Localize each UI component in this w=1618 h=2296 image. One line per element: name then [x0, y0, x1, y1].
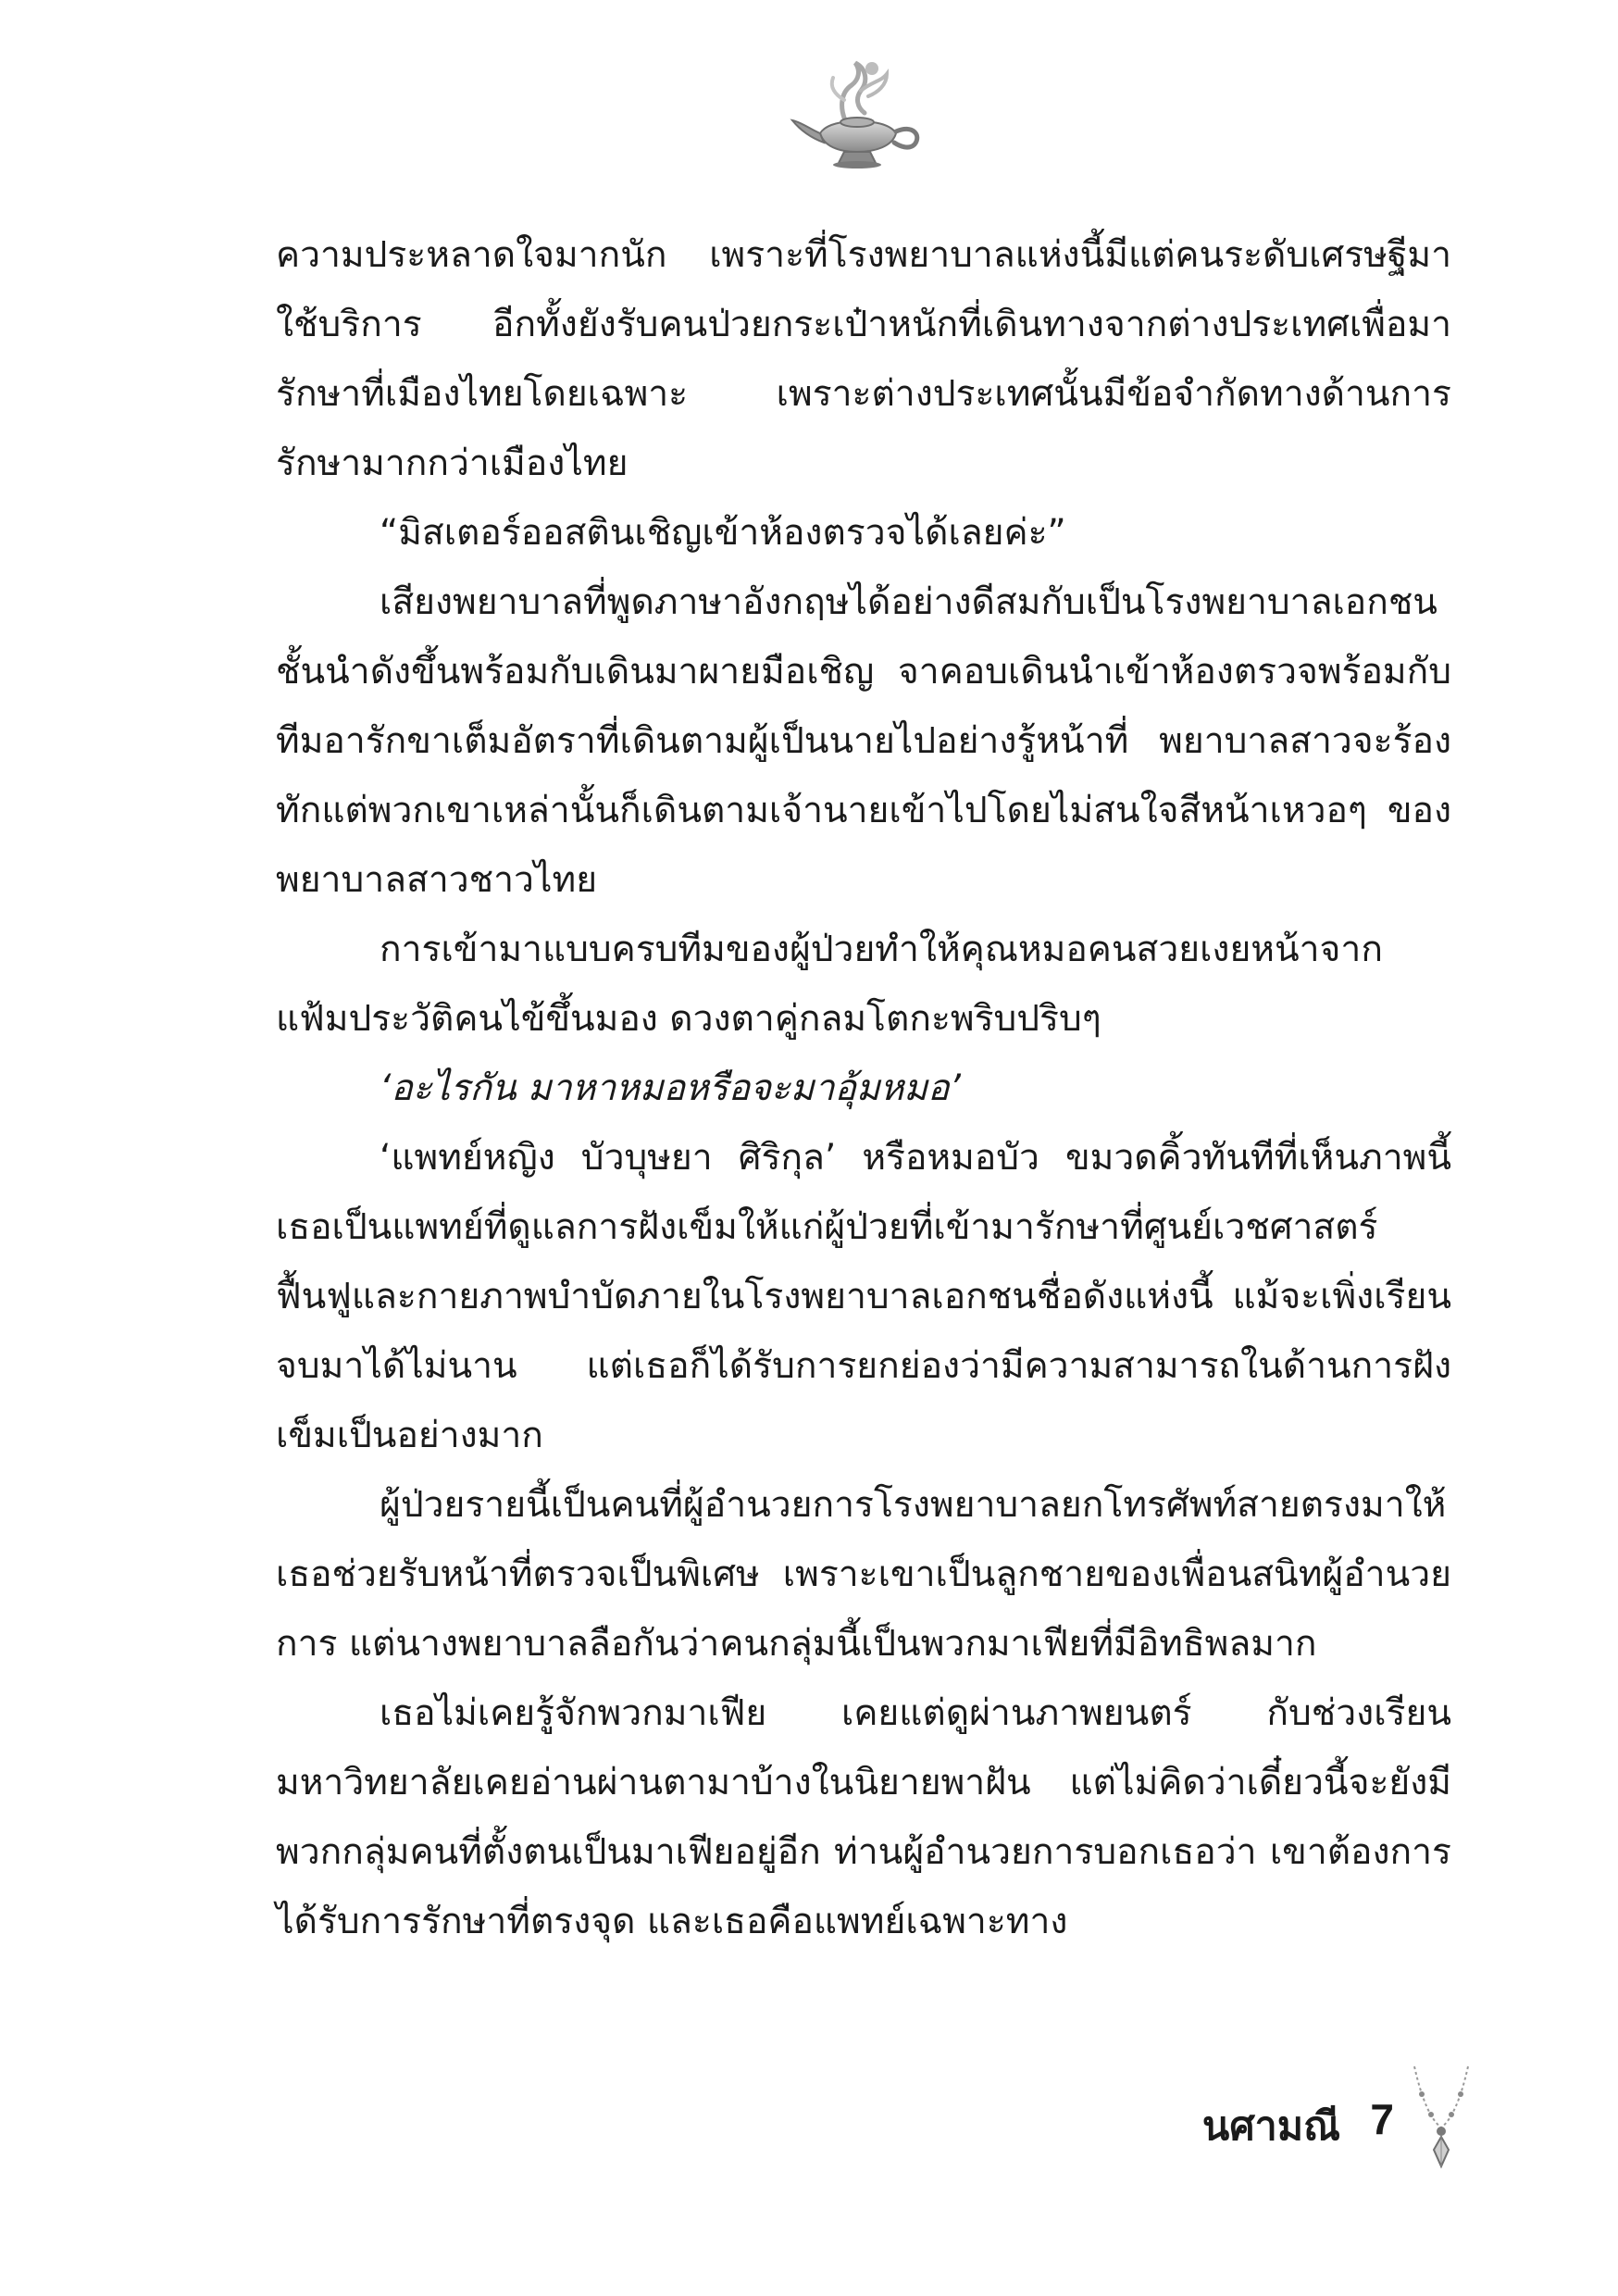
paragraph: ‘แพทย์หญิง บัวบุษยา ศิริกุล’ หรือหมอบัว ขมวดคิ้วทันทีที่เห็นภาพนี้ เธอเป็นแพทย์ที่ดูแลการฝังเข็มให้แก่ผู้ป่วยที่เข้ามารักษาที่ศูนย์เวชศาสตร์ฟื้นฟูและกายภาพบำบัดภายในโรงพยาบาลเอกชนชื่อดังแห่งนี้ แม้จะเพิ่งเรียนจบมาได้ไม่นาน แต่เธอก็ได้รับการยกย่องว่ามีความสามารถในด้านการฝังเข็มเป็นอย่างมาก: [276, 1137, 1451, 1456]
body-text: [276, 220, 1451, 1956]
paragraph: เธอไม่เคยรู้จักพวกมาเฟีย เคยแต่ดูผ่านภาพยนตร์ กับช่วงเรียนมหาวิทยาลัยเคยอ่านผ่านตามาบ้างในนิยายพาฝัน แต่ไม่คิดว่าเดี๋ยวนี้จะยังมีพวกกลุ่มคนที่ตั้งตนเป็นมาเฟียอยู่อีก ท่านผู้อำนวยการบอกเธอว่า เขาต้องการได้รับการรักษาที่ตรงจุด และเธอคือแพทย์เฉพาะทาง: [276, 1692, 1451, 1942]
page-footer: [1101, 2081, 1490, 2192]
genie-lamp-icon: [783, 54, 931, 174]
paragraph: เสียงพยาบาลที่พูดภาษาอังกฤษได้อย่างดีสมกับเป็นโรงพยาบาลเอกชนชั้นนำดังขึ้นพร้อมกับเดินมาผายมือเชิญ จาคอบเดินนำเข้าห้องตรวจพร้อมกับทีมอารักขาเต็มอัตราที่เดินตามผู้เป็นนายไปอย่างรู้หน้าที่ พยาบาลสาวจะร้องทักแต่พวกเขาเหล่านั้นก็เดินตามเจ้านายเข้าไปโดยไม่สนใจสีหน้าเหวอๆ ของพยาบาลสาวชาวไทย: [276, 581, 1451, 901]
author-name: นศามณี: [1201, 2103, 1340, 2150]
necklace-pendant-icon: [1409, 2063, 1474, 2174]
paragraph-italic: ‘อะไรกัน มาหาหมอหรือจะมาอุ้มหมอ’: [380, 1067, 961, 1109]
paragraph: การเข้ามาแบบครบทีมของผู้ป่วยทำให้คุณหมอคนสวยเงยหน้าจากแฟ้มประวัติคนไข้ขึ้นมอง ดวงตาคู่กลมโตกะพริบปริบๆ: [276, 929, 1383, 1040]
page-number: 7: [1370, 2095, 1394, 2143]
paragraph: ผู้ป่วยรายนี้เป็นคนที่ผู้อำนวยการโรงพยาบาลยกโทรศัพท์สายตรงมาให้เธอช่วยรับหน้าที่ตรวจเป็นพิเศษ เพราะเขาเป็นลูกชายของเพื่อนสนิทผู้อำนวยการ แต่นางพยาบาลลือกันว่าคนกลุ่มนี้เป็นพวกมาเฟียที่มีอิทธิพลมาก: [276, 1484, 1451, 1665]
paragraph: “มิสเตอร์ออสตินเชิญเข้าห้องตรวจได้เลยค่ะ”: [380, 512, 1066, 554]
paragraph: ความประหลาดใจมากนัก เพราะที่โรงพยาบาลแห่งนี้มีแต่คนระดับเศรษฐีมาใช้บริการ อีกทั้งยังรับคนป่วยกระเป๋าหนักที่เดินทางจากต่างประเทศเพื่อมารักษาที่เมืองไทยโดยเฉพาะ เพราะต่างประเทศนั้นมีข้อจำกัดทางด้านการรักษามากกว่าเมืองไทย: [276, 234, 1451, 484]
